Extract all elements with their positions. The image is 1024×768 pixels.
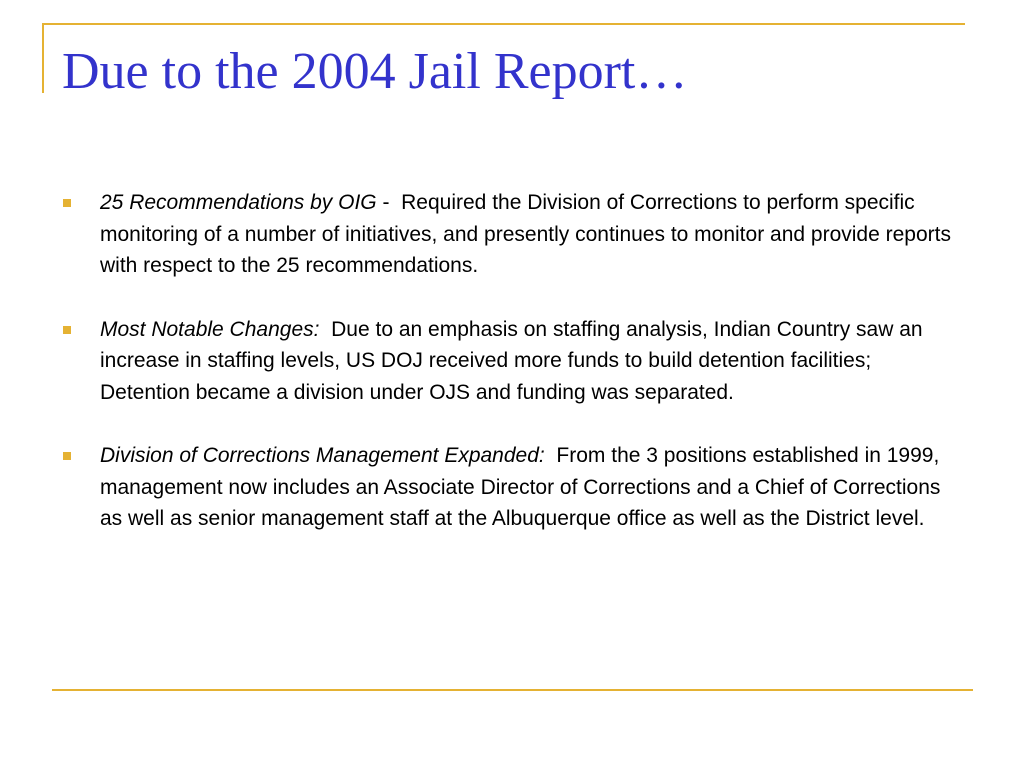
slide-frame-left-rule xyxy=(42,23,44,93)
bullet-text: Required the Division of Corrections to perform specific monitoring of a number of initiatives, and presently continues to monitor and provide reports with respect to the 25 recommendations. xyxy=(100,191,951,277)
bullet-lead: Most Notable Changes: xyxy=(100,317,320,341)
bullet-separator: - xyxy=(376,191,402,214)
bullet-text: From the 3 positions established in 1999, management now includes an Associate Director of Corrections and a Chief of Corrections as well as senior management staff at the Albuquerque office as well as the District level. xyxy=(100,444,941,530)
slide-title: Due to the 2004 Jail Report… xyxy=(62,43,688,100)
bullet-separator xyxy=(319,318,331,341)
bullet-lead: Division of Corrections Management Expanded: xyxy=(100,444,545,467)
bullet-list xyxy=(60,187,960,567)
square-bullet-icon xyxy=(63,452,71,460)
slide-footer-rule xyxy=(52,689,973,691)
bullet-separator xyxy=(545,444,557,467)
bullet-item-notable-changes xyxy=(60,314,960,409)
bullet-text: Due to an emphasis on staffing analysis, Indian Country saw an increase in staffing levels, US DOJ received more funds to build detention facilities; Detention became a division under OJS and funding was separated. xyxy=(100,317,923,404)
square-bullet-icon xyxy=(63,199,71,207)
bullet-item-oig-recommendations xyxy=(60,187,960,282)
square-bullet-icon xyxy=(63,326,71,334)
bullet-item-management-expanded xyxy=(60,440,960,535)
bullet-lead: 25 Recommendations by OIG xyxy=(100,191,377,214)
slide-frame-top-rule xyxy=(42,23,965,25)
